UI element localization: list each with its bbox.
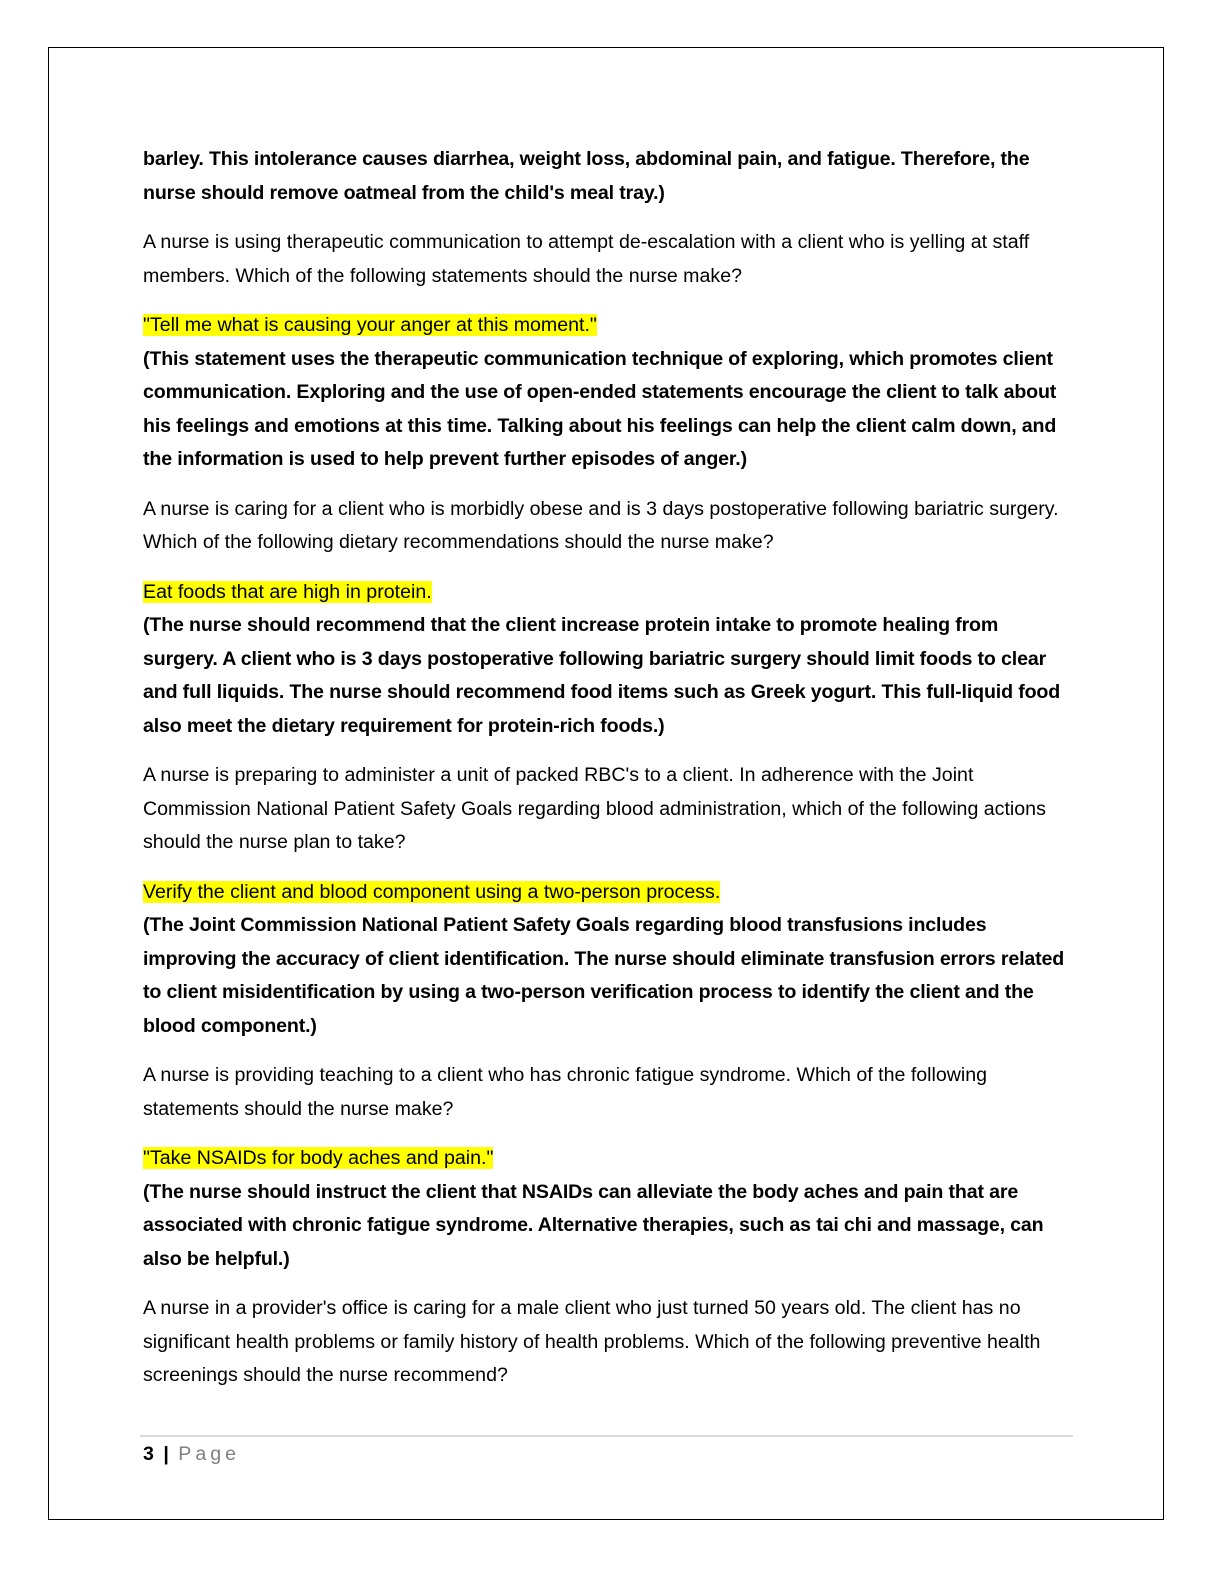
answer-1-highlight: "Tell me what is causing your anger at this moment." [143, 314, 597, 336]
answer-3 [143, 876, 1078, 910]
rationale-3: (The Joint Commission National Patient Safety Goals regarding blood transfusions includes improving the accuracy of client identification. The nurse should eliminate transfusion errors related to client misidentification by using a two-person verification process to identify the client and the blood component.) [143, 914, 1065, 1037]
rationale-4: (The nurse should instruct the client that NSAIDs can alleviate the body aches and pain that are associated with chronic fatigue syndrome. Alternative therapies, such as tai chi and massage, can also be helpful.) [143, 1180, 1044, 1270]
answer-2 [143, 576, 1078, 610]
answer-3-highlight: Verify the client and blood component using a two-person process. [143, 880, 721, 903]
document-body [143, 143, 1078, 1409]
rationale-1: (This statement uses the therapeutic communication technique of exploring, which promotes client communication. Exploring and the use of open-ended statements encourage the client to talk about his feelings and emotions at this time. Talking about his feelings can help the client calm down, and the information is used to help prevent further episodes of anger.) [143, 347, 1057, 470]
page-footer [143, 1440, 240, 1468]
question-4: A nurse is providing teaching to a client who has chronic fatigue syndrome. Which of the following statements should the nurse make? [143, 1064, 988, 1120]
footer-divider [140, 1435, 1073, 1437]
continued-rationale: barley. This intolerance causes diarrhea, weight loss, abdominal pain, and fatigue. Therefore, the nurse should remove oatmeal from the child's meal tray.) [143, 148, 1030, 204]
question-2: A nurse is caring for a client who is morbidly obese and is 3 days postoperative following bariatric surgery. Which of the following dietary recommendations should the nurse make? [143, 497, 1059, 553]
answer-1 [143, 309, 1078, 343]
answer-2-highlight: Eat foods that are high in protein. [143, 580, 432, 603]
question-3: A nurse is preparing to administer a unit of packed RBC's to a client. In adherence with the Joint Commission National Patient Safety Goals regarding blood administration, which of the following actions should the nurse plan to take? [143, 764, 1046, 853]
footer-separator: | [163, 1443, 169, 1465]
answer-4 [143, 1142, 1078, 1176]
page-number: 3 [143, 1443, 154, 1465]
question-1: A nurse is using therapeutic communication to attempt de-escalation with a client who is yelling at staff members. Which of the following statements should the nurse make? [143, 231, 1030, 287]
answer-4-highlight: "Take NSAIDs for body aches and pain." [143, 1147, 494, 1169]
rationale-2: (The nurse should recommend that the client increase protein intake to promote healing from surgery. A client who is 3 days postoperative following bariatric surgery should limit foods to clear and full liquids. The nurse should recommend food items such as Greek yogurt. This full-liquid food also meet the dietary requirement for protein-rich foods.) [143, 614, 1061, 737]
question-5: A nurse in a provider's office is caring for a male client who just turned 50 years old. The client has no significant health problems or family history of health problems. Which of the following preventive health screenings should the nurse recommend? [143, 1297, 1041, 1386]
page-label: Page [178, 1443, 241, 1465]
